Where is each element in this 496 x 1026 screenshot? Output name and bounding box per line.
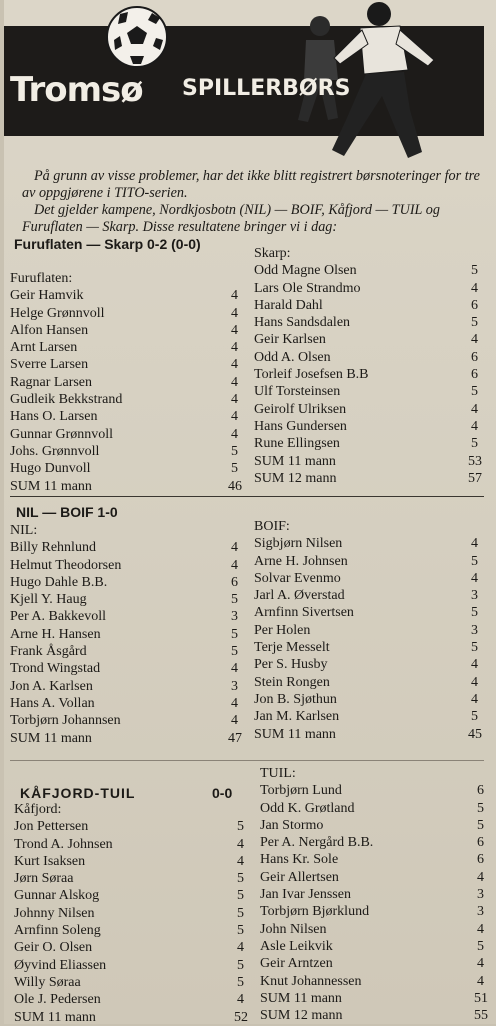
sum-label: SUM 11 mann bbox=[10, 730, 92, 746]
sum-value: 52 bbox=[234, 1009, 248, 1025]
player-score: 3 bbox=[477, 887, 484, 903]
player-name: Billy Rehnlund bbox=[10, 540, 96, 556]
player-name: Ulf Torsteinsen bbox=[254, 384, 341, 400]
player-score: 4 bbox=[237, 853, 244, 869]
player-score: 5 bbox=[231, 461, 238, 477]
player-name: Sigbjørn Nilsen bbox=[254, 536, 343, 552]
player-name: Arnfinn Soleng bbox=[14, 923, 101, 939]
player-score: 4 bbox=[231, 695, 238, 711]
sum-label: SUM 11 mann bbox=[260, 990, 342, 1006]
player-row bbox=[254, 570, 486, 587]
player-row bbox=[10, 287, 244, 304]
player-row bbox=[254, 553, 486, 570]
player-score: 5 bbox=[231, 626, 238, 642]
sum-row bbox=[260, 990, 486, 1007]
sum-label: SUM 11 mann bbox=[14, 1009, 96, 1025]
player-score: 5 bbox=[237, 905, 244, 921]
intro-paragraph: Det gjelder kampene, Nordkjosbotn (NIL) — BOIF, Kåfjord — TUIL og Furuflaten — Skarp. Disse resultatene bringer vi i dag: bbox=[22, 202, 440, 235]
player-score: 6 bbox=[231, 574, 238, 590]
player-name: Sverre Larsen bbox=[10, 357, 89, 373]
player-score: 3 bbox=[231, 678, 238, 694]
player-score: 5 bbox=[237, 888, 244, 904]
sum-row bbox=[260, 1007, 486, 1024]
player-name: Helge Grønnvoll bbox=[10, 305, 105, 321]
player-row bbox=[254, 691, 486, 708]
player-name: Hugo Dahle B.B. bbox=[10, 574, 108, 590]
sum-label: SUM 12 mann bbox=[254, 470, 337, 486]
player-name: Jarl A. Øverstad bbox=[254, 588, 345, 604]
player-row bbox=[14, 853, 244, 870]
header-title-spillerbors: SPILLERBØRS bbox=[182, 76, 351, 101]
player-row bbox=[10, 591, 244, 608]
player-row bbox=[254, 604, 486, 621]
player-score: 4 bbox=[231, 340, 238, 356]
player-name: Per Holen bbox=[254, 622, 311, 638]
player-row bbox=[10, 712, 244, 729]
section-divider bbox=[10, 760, 484, 761]
player-row bbox=[260, 955, 486, 972]
player-row bbox=[254, 401, 486, 418]
player-score: 4 bbox=[471, 401, 478, 417]
player-score: 5 bbox=[471, 263, 478, 279]
team-name: Skarp: bbox=[254, 246, 291, 261]
player-name: Lars Ole Strandmo bbox=[254, 280, 361, 296]
player-name: Harald Dahl bbox=[254, 297, 323, 313]
player-score: 4 bbox=[231, 409, 238, 425]
player-name: Odd Magne Olsen bbox=[254, 263, 357, 279]
player-score: 4 bbox=[231, 557, 238, 573]
player-name: Torleif Josefsen B.B bbox=[254, 367, 369, 383]
player-score: 4 bbox=[231, 374, 238, 390]
sum-row bbox=[14, 1009, 248, 1026]
player-row bbox=[254, 418, 486, 435]
player-name: Jon A. Karlsen bbox=[10, 678, 93, 694]
sum-label: SUM 11 mann bbox=[10, 478, 92, 494]
player-name: Gunnar Grønnvoll bbox=[10, 426, 114, 442]
player-row bbox=[260, 817, 486, 834]
player-row bbox=[10, 539, 244, 556]
player-score: 4 bbox=[471, 332, 478, 348]
player-row bbox=[10, 374, 244, 391]
player-score: 6 bbox=[471, 297, 478, 313]
player-row bbox=[10, 626, 244, 643]
player-score: 5 bbox=[477, 800, 484, 816]
player-name: John Nilsen bbox=[260, 921, 327, 937]
player-row bbox=[10, 574, 244, 591]
player-score: 4 bbox=[231, 392, 238, 408]
player-name: Hans A. Vollan bbox=[10, 695, 95, 711]
player-name: Odd A. Olsen bbox=[254, 349, 331, 365]
player-row bbox=[10, 695, 244, 712]
player-score: 4 bbox=[477, 956, 484, 972]
player-name: Kurt Isaksen bbox=[14, 853, 86, 869]
player-name: Gunnar Alskog bbox=[14, 888, 100, 904]
player-score: 4 bbox=[231, 540, 238, 556]
player-score: 3 bbox=[471, 622, 478, 638]
player-score: 4 bbox=[231, 305, 238, 321]
sum-row bbox=[254, 470, 486, 487]
player-score: 5 bbox=[471, 640, 478, 656]
player-name: Jan Ivar Jenssen bbox=[260, 887, 351, 903]
player-row bbox=[254, 280, 486, 297]
sum-row bbox=[10, 478, 244, 495]
sum-value: 46 bbox=[228, 478, 242, 494]
player-name: Per A. Nergård B.B. bbox=[260, 835, 374, 851]
match-title: KÅFJORD-TUIL bbox=[20, 785, 136, 801]
player-row bbox=[254, 314, 486, 331]
player-row bbox=[254, 622, 486, 639]
player-score: 4 bbox=[471, 691, 478, 707]
team-column-boif bbox=[254, 518, 486, 743]
player-score: 5 bbox=[237, 871, 244, 887]
player-name: Arnt Larsen bbox=[10, 340, 78, 356]
player-score: 4 bbox=[471, 418, 478, 434]
player-name: Hans Kr. Sole bbox=[260, 852, 339, 868]
match-result: 0-0 bbox=[212, 785, 233, 801]
player-score: 6 bbox=[477, 783, 484, 799]
player-row bbox=[14, 991, 244, 1008]
player-name: Torbjørn Bjørklund bbox=[260, 904, 370, 920]
player-score: 5 bbox=[237, 974, 244, 990]
player-name: Hans O. Larsen bbox=[10, 409, 98, 425]
sum-label: SUM 11 mann bbox=[254, 726, 336, 742]
player-name: Johs. Grønnvoll bbox=[10, 443, 100, 459]
player-row bbox=[260, 800, 486, 817]
player-score: 4 bbox=[471, 536, 478, 552]
player-score: 5 bbox=[471, 605, 478, 621]
player-score: 5 bbox=[237, 957, 244, 973]
player-name: Terje Messelt bbox=[254, 640, 330, 656]
team-name: BOIF: bbox=[254, 519, 290, 534]
team-column-skarp bbox=[254, 245, 486, 487]
player-row bbox=[254, 656, 486, 673]
player-row bbox=[14, 836, 244, 853]
player-name: Trond Wingstad bbox=[10, 661, 101, 677]
player-score: 5 bbox=[477, 817, 484, 833]
player-row bbox=[254, 435, 486, 452]
player-row bbox=[10, 460, 244, 477]
newspaper-clipping bbox=[4, 0, 496, 1024]
player-row bbox=[260, 903, 486, 920]
player-score: 5 bbox=[471, 315, 478, 331]
player-score: 3 bbox=[231, 609, 238, 625]
player-name: Jon Pettersen bbox=[14, 819, 89, 835]
player-row bbox=[10, 557, 244, 574]
player-row bbox=[254, 708, 486, 725]
player-row bbox=[14, 922, 244, 939]
player-score: 3 bbox=[471, 588, 478, 604]
sum-row bbox=[254, 726, 486, 743]
player-name: Arne H. Hansen bbox=[10, 626, 101, 642]
player-row bbox=[254, 366, 486, 383]
player-row bbox=[10, 678, 244, 695]
player-row bbox=[14, 957, 244, 974]
player-name: Geir Hamvik bbox=[10, 288, 84, 304]
player-score: 4 bbox=[231, 713, 238, 729]
player-row bbox=[10, 660, 244, 677]
player-name: Rune Ellingsen bbox=[254, 436, 340, 452]
player-name: Arnfinn Sivertsen bbox=[254, 605, 354, 621]
player-score: 3 bbox=[477, 904, 484, 920]
player-row bbox=[254, 297, 486, 314]
player-score: 5 bbox=[237, 819, 244, 835]
player-row bbox=[10, 339, 244, 356]
player-score: 4 bbox=[237, 992, 244, 1008]
player-score: 5 bbox=[231, 443, 238, 459]
player-row bbox=[10, 643, 244, 660]
player-row bbox=[260, 834, 486, 851]
section-divider bbox=[10, 496, 484, 497]
player-row bbox=[254, 587, 486, 604]
player-score: 6 bbox=[477, 835, 484, 851]
match-title: NIL — BOIF 1-0 bbox=[16, 504, 118, 520]
sum-value: 57 bbox=[468, 470, 482, 486]
football-icon bbox=[106, 6, 168, 68]
player-name: Geirolf Ulriksen bbox=[254, 401, 347, 417]
player-name: Knut Johannessen bbox=[260, 973, 362, 989]
player-score: 5 bbox=[471, 384, 478, 400]
player-name: Jørn Søraa bbox=[14, 871, 74, 887]
player-row bbox=[260, 782, 486, 799]
player-name: Per A. Bakkevoll bbox=[10, 609, 107, 625]
player-row bbox=[14, 974, 244, 991]
team-name: Furuflaten: bbox=[10, 271, 73, 286]
player-score: 6 bbox=[471, 367, 478, 383]
intro-text bbox=[22, 168, 482, 236]
player-name: Arne H. Johnsen bbox=[254, 553, 348, 569]
player-score: 5 bbox=[231, 644, 238, 660]
team-name: NIL: bbox=[10, 523, 38, 538]
player-name: Alfon Hansen bbox=[10, 322, 89, 338]
player-name: Geir O. Olsen bbox=[14, 940, 93, 956]
player-name: Geir Allertsen bbox=[260, 869, 339, 885]
sum-row bbox=[254, 453, 486, 470]
player-score: 6 bbox=[471, 349, 478, 365]
player-name: Willy Søraa bbox=[14, 974, 81, 990]
player-score: 5 bbox=[471, 553, 478, 569]
player-name: Helmut Theodorsen bbox=[10, 557, 122, 573]
player-name: Øyvind Eliassen bbox=[14, 957, 107, 973]
sum-value: 53 bbox=[468, 453, 482, 469]
player-name: Ragnar Larsen bbox=[10, 374, 93, 390]
player-row bbox=[10, 356, 244, 373]
player-row bbox=[14, 939, 244, 956]
player-score: 4 bbox=[231, 322, 238, 338]
player-row bbox=[254, 349, 486, 366]
player-name: Johnny Nilsen bbox=[14, 905, 95, 921]
player-row bbox=[10, 426, 244, 443]
intro-paragraph: På grunn av visse problemer, har det ikke blitt registrert børsnoteringer for tre av oppgjørene i TITO-serien. bbox=[22, 168, 480, 201]
player-score: 5 bbox=[471, 709, 478, 725]
player-row bbox=[260, 938, 486, 955]
player-row bbox=[254, 639, 486, 656]
player-score: 5 bbox=[471, 436, 478, 452]
player-score: 5 bbox=[237, 923, 244, 939]
player-score: 4 bbox=[477, 869, 484, 885]
player-name: Jan Stormo bbox=[260, 817, 324, 833]
player-score: 4 bbox=[471, 657, 478, 673]
player-name: Jan M. Karlsen bbox=[254, 709, 340, 725]
player-name: Kjell Y. Haug bbox=[10, 592, 87, 608]
player-name: Trond A. Johnsen bbox=[14, 836, 113, 852]
match-title: Furuflaten — Skarp 0-2 (0-0) bbox=[14, 236, 201, 252]
player-row bbox=[254, 331, 486, 348]
player-score: 4 bbox=[477, 973, 484, 989]
player-row bbox=[10, 408, 244, 425]
player-name: Odd K. Grøtland bbox=[260, 800, 355, 816]
player-row bbox=[260, 851, 486, 868]
player-name: Hans Sandsdalen bbox=[254, 315, 351, 331]
player-row bbox=[14, 887, 244, 904]
player-name: Geir Arntzen bbox=[260, 956, 333, 972]
team-name: Kåfjord: bbox=[14, 802, 62, 817]
player-score: 4 bbox=[471, 674, 478, 690]
player-name: Hugo Dunvoll bbox=[10, 461, 91, 477]
sum-label: SUM 12 mann bbox=[260, 1008, 343, 1024]
player-score: 4 bbox=[237, 940, 244, 956]
team-column-kafjord bbox=[14, 801, 248, 1026]
team-column-furuflaten bbox=[10, 270, 244, 495]
sum-value: 47 bbox=[228, 730, 242, 746]
player-name: Hans Gundersen bbox=[254, 418, 347, 434]
player-score: 4 bbox=[471, 280, 478, 296]
player-name: Gudleik Bekkstrand bbox=[10, 392, 123, 408]
player-score: 4 bbox=[477, 921, 484, 937]
player-row bbox=[10, 608, 244, 625]
player-name: Jon B. Sjøthun bbox=[254, 691, 337, 707]
player-row bbox=[260, 886, 486, 903]
player-row bbox=[10, 322, 244, 339]
player-name: Frank Åsgård bbox=[10, 644, 87, 660]
player-row bbox=[10, 305, 244, 322]
player-score: 5 bbox=[477, 938, 484, 954]
player-name: Asle Leikvik bbox=[260, 938, 333, 954]
sum-row bbox=[10, 730, 244, 747]
player-row bbox=[254, 674, 486, 691]
header-title-tromso: Tromsø bbox=[10, 70, 143, 110]
player-row bbox=[14, 905, 244, 922]
player-score: 4 bbox=[231, 661, 238, 677]
player-score: 4 bbox=[237, 836, 244, 852]
player-score: 4 bbox=[231, 357, 238, 373]
team-column-tuil bbox=[260, 765, 486, 1024]
player-score: 5 bbox=[231, 592, 238, 608]
player-score: 6 bbox=[477, 852, 484, 868]
player-name: Geir Karlsen bbox=[254, 332, 326, 348]
sum-value: 51 bbox=[474, 990, 488, 1006]
player-row bbox=[254, 535, 486, 552]
player-row bbox=[260, 973, 486, 990]
player-row bbox=[14, 870, 244, 887]
player-row bbox=[260, 869, 486, 886]
player-name: Torbjørn Johannsen bbox=[10, 713, 121, 729]
player-name: Per S. Husby bbox=[254, 657, 328, 673]
sum-value: 45 bbox=[468, 726, 482, 742]
sum-label: SUM 11 mann bbox=[254, 453, 336, 469]
player-row bbox=[14, 818, 244, 835]
player-score: 4 bbox=[231, 426, 238, 442]
player-name: Ole J. Pedersen bbox=[14, 992, 101, 1008]
player-name: Solvar Evenmo bbox=[254, 570, 341, 586]
team-column-nil bbox=[10, 522, 244, 747]
sum-value: 55 bbox=[474, 1008, 488, 1024]
player-row bbox=[254, 383, 486, 400]
player-name: Stein Rongen bbox=[254, 674, 330, 690]
player-row bbox=[10, 443, 244, 460]
player-score: 4 bbox=[231, 288, 238, 304]
team-name: TUIL: bbox=[260, 766, 296, 781]
player-row bbox=[260, 921, 486, 938]
player-score: 4 bbox=[471, 570, 478, 586]
player-row bbox=[10, 391, 244, 408]
player-name: Torbjørn Lund bbox=[260, 783, 342, 799]
player-row bbox=[254, 262, 486, 279]
